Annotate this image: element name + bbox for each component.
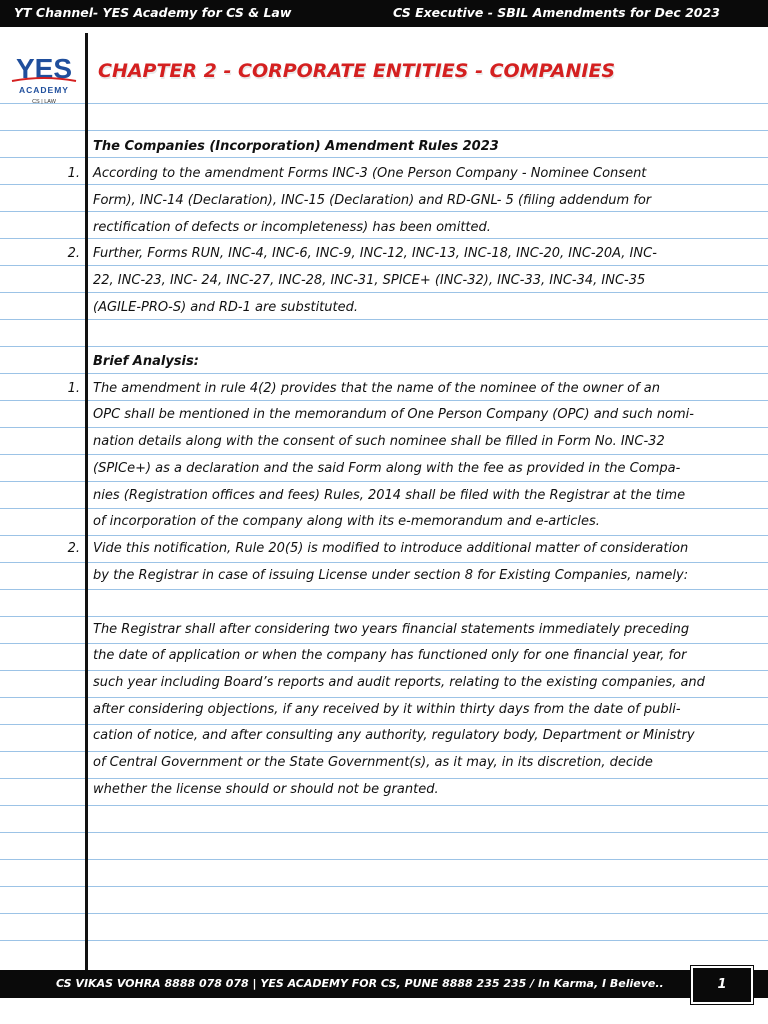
- ruled-line: [0, 238, 768, 239]
- footer-bar: [0, 970, 768, 998]
- ruled-line: [0, 778, 768, 779]
- quote-line: after considering objections, if any received by it within thirty days from the date of publi-: [93, 702, 681, 717]
- paragraph-line: nation details along with the consent of such nominee shall be filled in Form No. INC-32: [93, 434, 665, 449]
- ruled-line: [0, 211, 768, 212]
- footer-contact-text: CS VIKAS VOHRA 8888 078 078 | YES ACADEMY FOR CS, PUNE 8888 235 235 / In Karma, I Believe..: [56, 977, 664, 990]
- ruled-line: [0, 535, 768, 536]
- logo-academy-text: ACADEMY: [19, 85, 69, 95]
- ruled-line: [0, 454, 768, 455]
- ruled-line: [0, 724, 768, 725]
- paragraph-line: OPC shall be mentioned in the memorandum of One Person Company (OPC) and such nomi-: [93, 407, 694, 422]
- quote-line: whether the license should or should not be granted.: [93, 782, 439, 797]
- paragraph-line: 22, INC-23, INC- 24, INC-27, INC-28, INC-31, SPICE+ (INC-32), INC-33, INC-34, INC-35: [93, 273, 646, 288]
- quote-line: The Registrar shall after considering two years financial statements immediately preceding: [93, 622, 690, 637]
- ruled-line: [0, 427, 768, 428]
- ruled-line: [0, 886, 768, 887]
- ruled-line: [0, 859, 768, 860]
- header-channel-text: YT Channel- YES Academy for CS & Law: [14, 5, 292, 20]
- ruled-line: [0, 157, 768, 158]
- chapter-title: CHAPTER 2 - CORPORATE ENTITIES - COMPANIES: [98, 60, 616, 82]
- ruled-line: [0, 184, 768, 185]
- ruled-line: [0, 805, 768, 806]
- ruled-line: [0, 616, 768, 617]
- ruled-line: [0, 589, 768, 590]
- ruled-line: [0, 292, 768, 293]
- quote-line: cation of notice, and after consulting any authority, regulatory body, Department or Ministry: [93, 728, 695, 743]
- top-header-bar: [0, 0, 768, 27]
- header-course-text: CS Executive - SBIL Amendments for Dec 2023: [393, 5, 720, 20]
- ruled-line: [0, 400, 768, 401]
- ruled-line: [0, 751, 768, 752]
- ruled-line: [0, 643, 768, 644]
- ruled-line: [0, 373, 768, 374]
- paragraph-line: According to the amendment Forms INC-3 (One Person Company - Nominee Consent: [93, 166, 647, 181]
- ruled-line: [0, 265, 768, 266]
- ruled-line: [0, 319, 768, 320]
- ruled-line: [0, 697, 768, 698]
- paragraph-line: by the Registrar in case of issuing License under section 8 for Existing Companies, namely:: [93, 568, 689, 583]
- paragraph-line: rectification of defects or incompleteness) has been omitted.: [93, 220, 491, 235]
- paragraph-line: (AGILE-PRO-S) and RD-1 are substituted.: [93, 300, 359, 315]
- page-number-box: 1: [691, 966, 753, 1004]
- yes-academy-logo: [8, 48, 80, 110]
- ruled-line: [0, 508, 768, 509]
- ruled-line: [0, 670, 768, 671]
- list-number: 2.: [67, 246, 80, 261]
- logo-main-text: YES: [15, 53, 73, 84]
- quote-line: of Central Government or the State Government(s), as it may, in its discretion, decide: [93, 755, 653, 770]
- paragraph-line: Vide this notification, Rule 20(5) is modified to introduce additional matter of consideration: [93, 541, 689, 556]
- section-heading-brief-analysis: Brief Analysis:: [93, 354, 199, 369]
- margin-line: [85, 33, 88, 970]
- ruled-line: [0, 130, 768, 131]
- quote-line: the date of application or when the company has functioned only for one financial year, for: [93, 648, 687, 663]
- list-number: 1.: [67, 166, 80, 181]
- ruled-line: [0, 913, 768, 914]
- ruled-line: [0, 832, 768, 833]
- paragraph-line: Form), INC-14 (Declaration), INC-15 (Declaration) and RD-GNL- 5 (filing addendum for: [93, 193, 652, 208]
- list-number: 2.: [67, 541, 80, 556]
- paragraph-line: of incorporation of the company along with its e-memorandum and e-articles.: [93, 514, 600, 529]
- paragraph-line: (SPICe+) as a declaration and the said Form along with the fee as provided in the Compa-: [93, 461, 681, 476]
- ruled-line: [0, 562, 768, 563]
- paragraph-line: The amendment in rule 4(2) provides that the name of the nominee of the owner of an: [93, 381, 660, 396]
- section-heading-incorporation: The Companies (Incorporation) Amendment Rules 2023: [93, 139, 499, 154]
- paragraph-line: nies (Registration offices and fees) Rules, 2014 shall be filed with the Registrar at the time: [93, 488, 686, 503]
- paragraph-line: Further, Forms RUN, INC-4, INC-6, INC-9, INC-12, INC-13, INC-18, INC-20, INC-20A, INC-: [93, 246, 657, 261]
- logo-cs-law-text: CS | LAW: [32, 99, 56, 105]
- ruled-line: [0, 346, 768, 347]
- ruled-line: [0, 940, 768, 941]
- ruled-line: [0, 481, 768, 482]
- list-number: 1.: [67, 381, 80, 396]
- quote-line: such year including Board’s reports and audit reports, relating to the existing companies, and: [93, 675, 705, 690]
- ruled-line: [0, 103, 768, 104]
